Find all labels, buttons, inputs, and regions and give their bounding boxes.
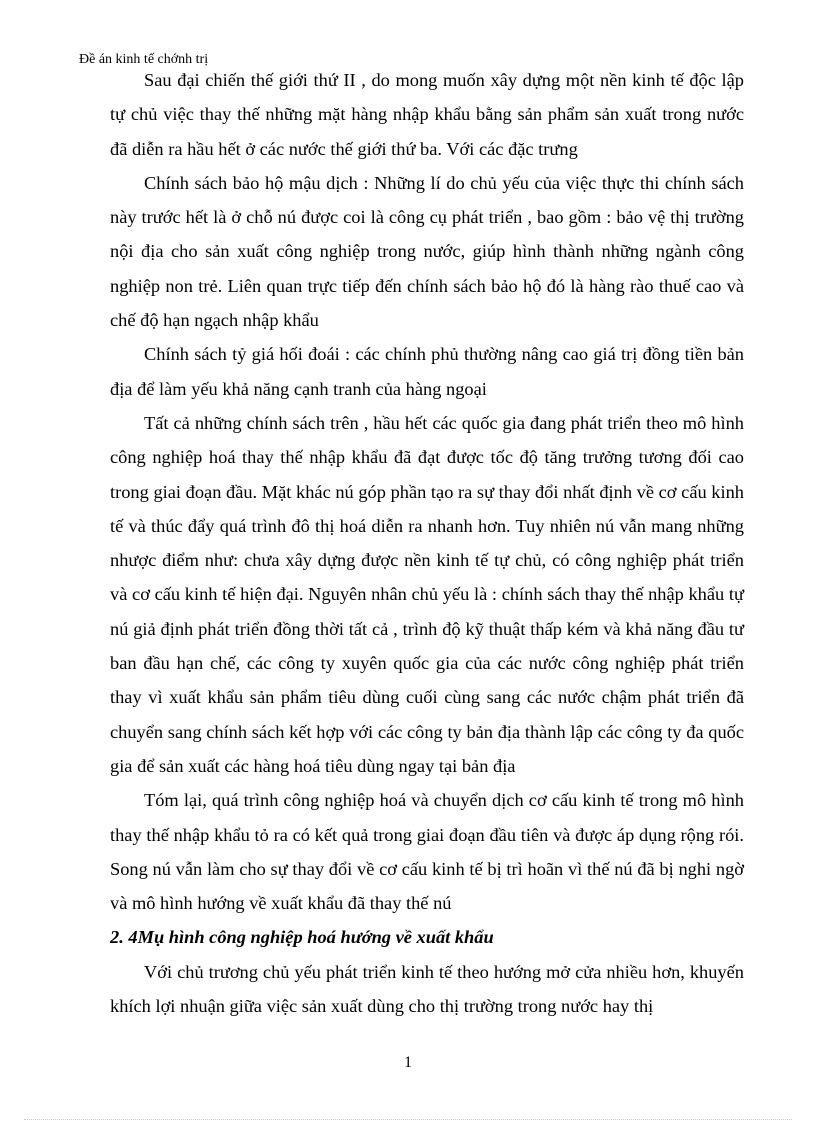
paragraph: Sau đại chiến thế giới thứ II , do mong muốn xây dựng một nền kinh tế độc lập tự chủ việc thay thế những mặt hàng nhập khẩu bằng sản phẩm sản xuất trong nước đã diễn ra hầu hết ở các nước thế giới thứ ba. Với các đặc trưng [110, 70, 744, 159]
paragraph: Chính sách bảo hộ mậu dịch : Những lí do chủ yếu của việc thực thi chính sách này trước hết là ở chỗ nú được coi là công cụ phát triển , bao gồm : bảo vệ thị trường nội địa cho sản xuất công nghiệp trong nước, giúp hình thành những ngành công nghiệp non trẻ. Liên quan trực tiếp đến chính sách bảo hộ đó là hàng rào thuế cao và chế độ hạn ngạch nhập khẩu [110, 172, 744, 331]
page-number: 1 [404, 1054, 412, 1071]
paragraph: Với chủ trương chủ yếu phát triển kinh tế theo hướng mở cửa nhiều hơn, khuyến khích lợi nhuận giữa việc sản xuất dùng cho thị trường trong nước hay thị [110, 961, 744, 1017]
section-heading: 2. 4Mụ hình công nghiệp hoá hướng về xuất khẩu [110, 927, 494, 948]
document-body [110, 63, 744, 1023]
paragraph: Chính sách tỷ giá hối đoái : các chính phủ thường nâng cao giá trị đồng tiền bản địa để làm yếu khả năng cạnh tranh của hàng ngoại [110, 344, 744, 399]
paragraph: Tóm lại, quá trình công nghiệp hoá và chuyển dịch cơ cấu kinh tế trong mô hình thay thế nhập khẩu tỏ ra có kết quả trong giai đoạn đầu tiên và được áp dụng rộng rói. Song nú vẫn làm cho sự thay đổi về cơ cấu kinh tế bị trì hoãn vì thế nú đã bị nghi ngờ và mô hình hướng về xuất khẩu đã thay thế nú [110, 790, 744, 914]
paragraph: Tất cả những chính sách trên , hầu hết các quốc gia đang phát triển theo mô hình công nghiệp hoá thay thế nhập khẩu đã đạt được tốc độ tăng trưởng tương đối cao trong giai đoạn đầu. Mặt khác nú góp phần tạo ra sự thay đổi nhất định về cơ cấu kinh tế và thúc đẩy quá trình đô thị hoá diễn ra nhanh hơn. Tuy nhiên nú vẫn mang những nhược điểm như: chưa xây dựng được nền kinh tế tự chủ, có công nghiệp phát triển và cơ cấu kinh tế hiện đại. Nguyên nhân chủ yếu là : chính sách thay thế nhập khẩu tự nú giả định phát triển đồng thời tất cả , trình độ kỹ thuật thấp kém và khả năng đầu tư ban đầu hạn chế, các công ty xuyên quốc gia của các nước công nghiệp phát triển thay vì xuất khẩu sản phẩm tiêu dùng cuối cùng sang các nước chậm phát triển đã chuyển sang chính sách kết hợp với các công ty bản địa thành lập các công ty đa quốc gia để sản xuất các hàng hoá tiêu dùng ngay tại bản địa [110, 412, 744, 776]
footer-divider [24, 1119, 792, 1120]
running-header: Đề án kinh tế chớnh trị [79, 52, 209, 67]
